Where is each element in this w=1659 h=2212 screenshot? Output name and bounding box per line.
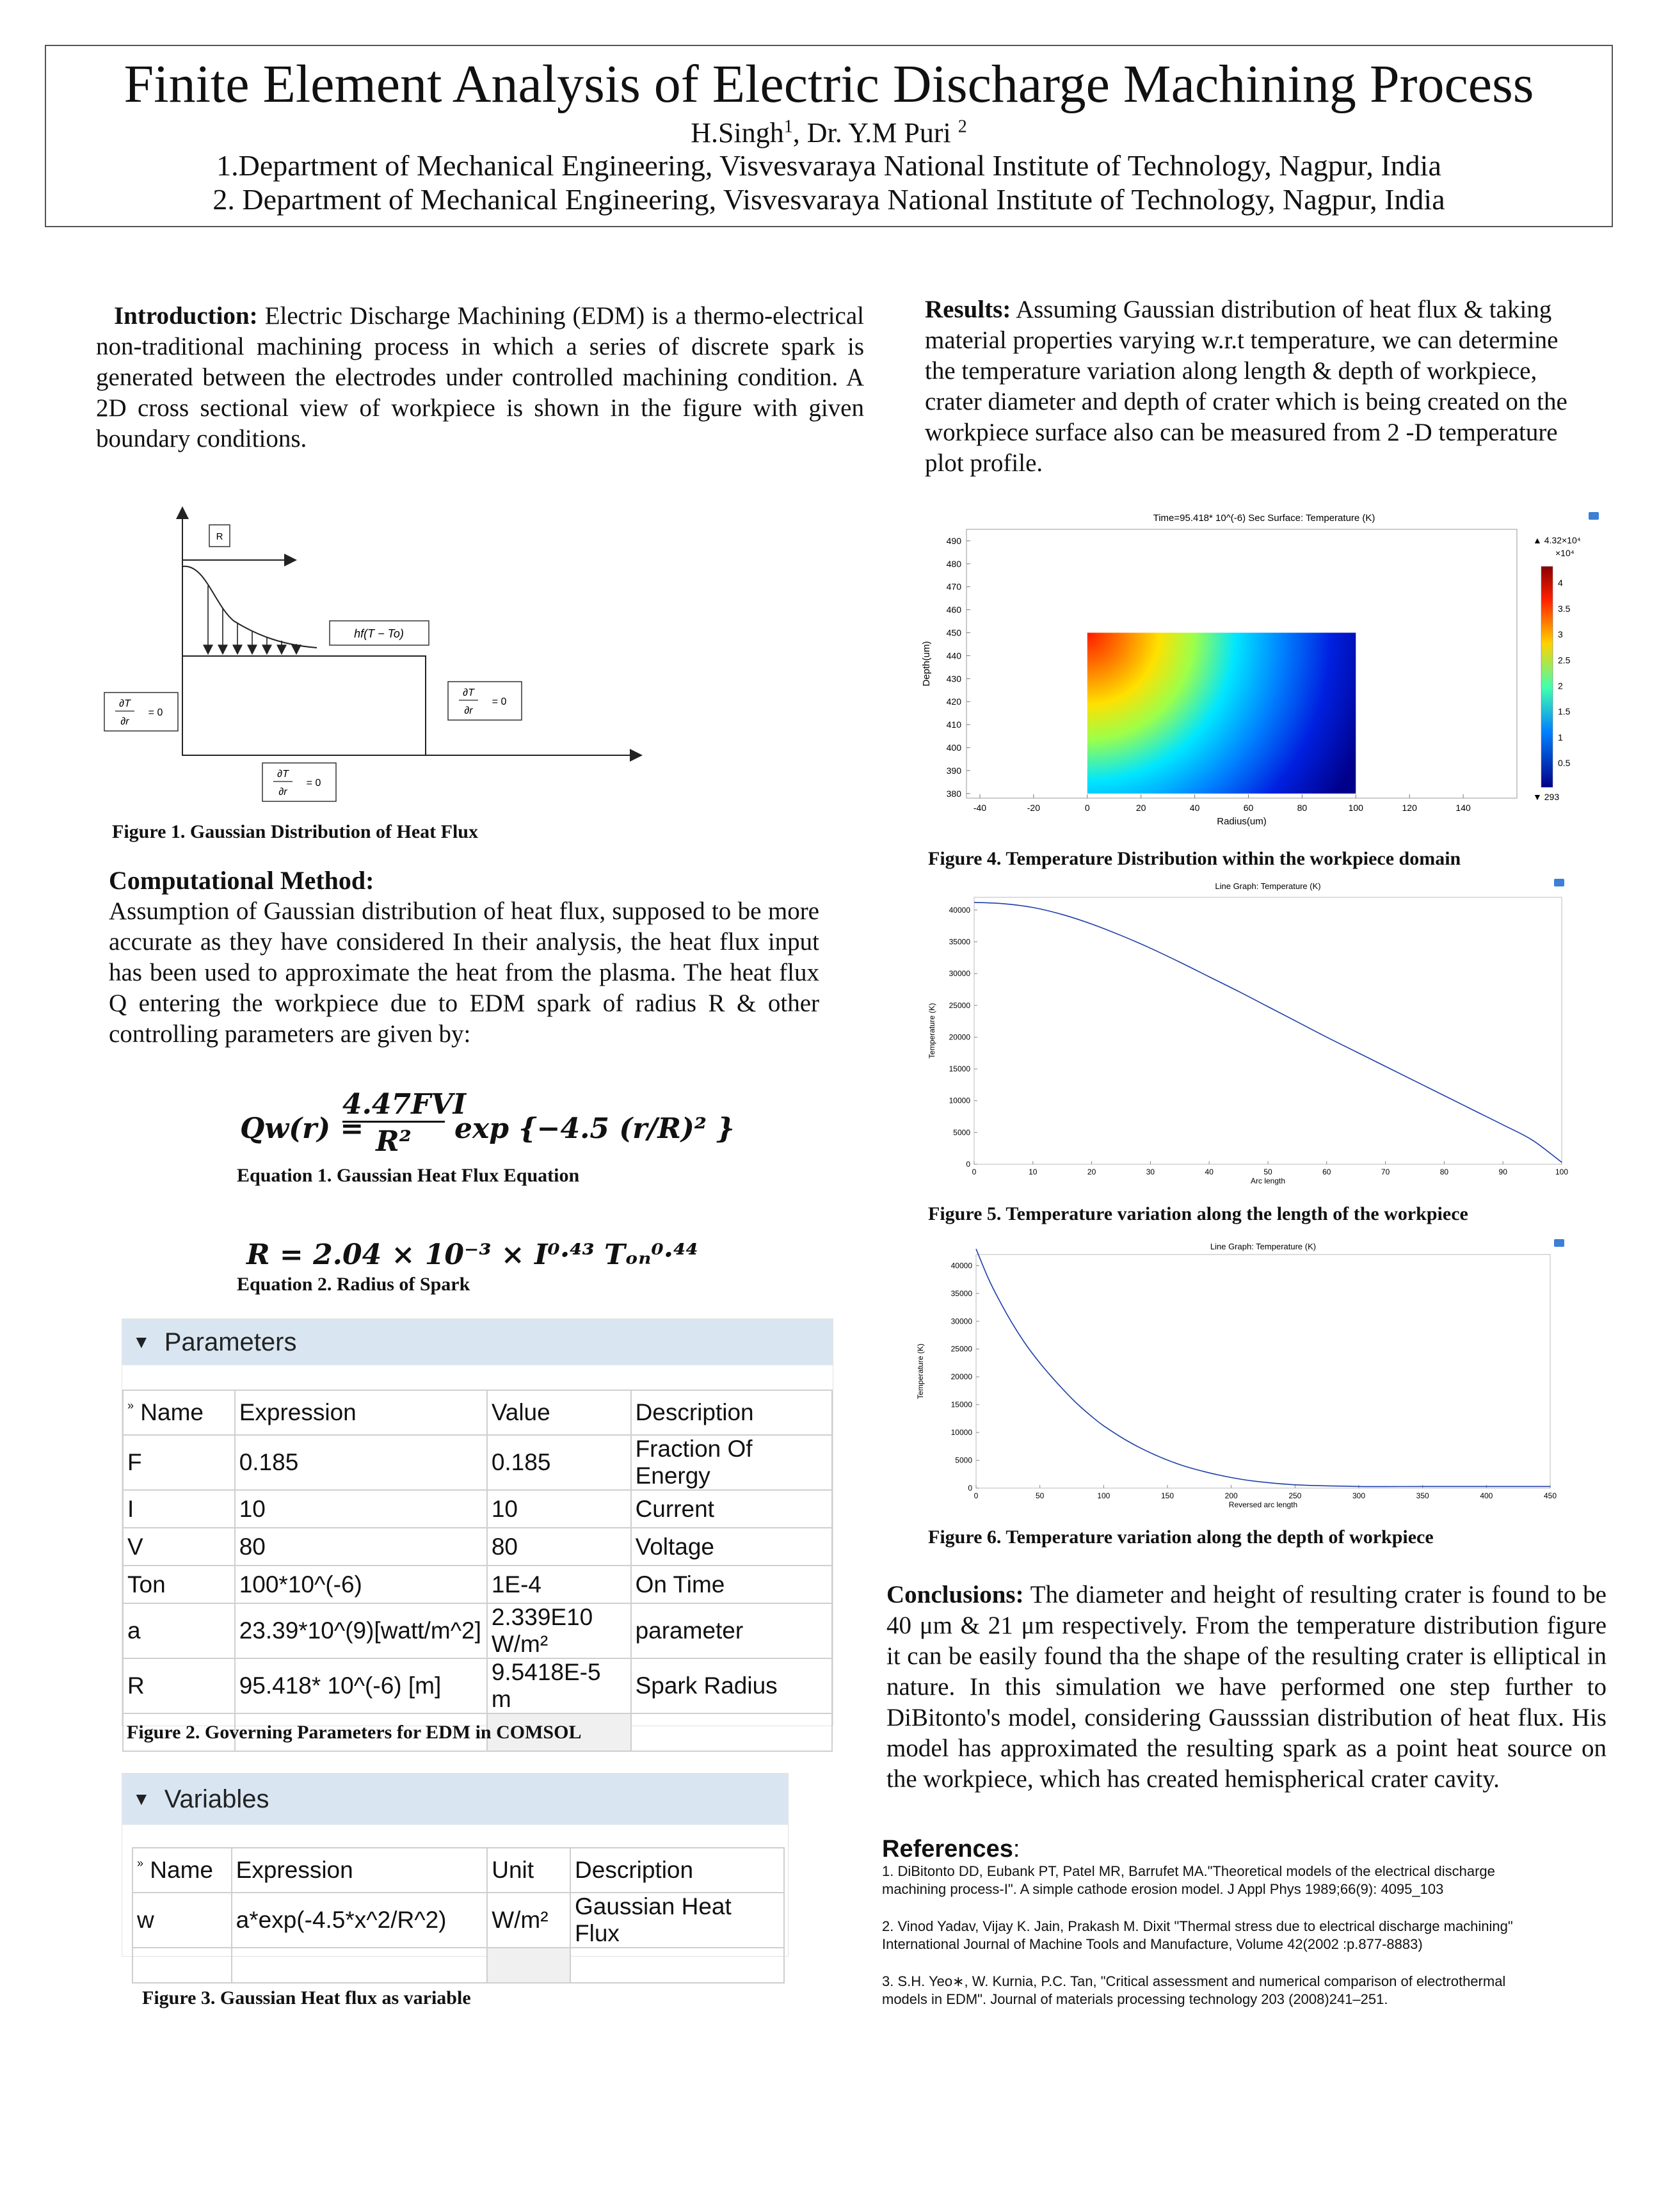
cell: Voltage: [631, 1528, 832, 1566]
cell: R: [123, 1658, 235, 1713]
equation-1: [240, 1088, 735, 1158]
x-tick-label: 50: [1035, 1491, 1045, 1500]
col-header[interactable]: Expression: [235, 1390, 487, 1435]
y-tick-label: 35000: [950, 1288, 972, 1298]
affiliation-1: 1.Department of Mechanical Engineering, Visvesvaraya National Institute of Technology, Nagpur, India: [216, 149, 1441, 182]
figure-6-line-chart: [909, 1235, 1568, 1520]
y-axis-label: Depth(um): [921, 641, 932, 687]
x-tick-label: 450: [1543, 1491, 1557, 1500]
x-tick-label: 300: [1352, 1491, 1366, 1500]
col-header[interactable]: Unit: [487, 1848, 570, 1893]
collapse-icon[interactable]: ▼: [132, 1789, 150, 1809]
table-row[interactable]: [123, 1435, 832, 1490]
collapse-icon[interactable]: ▼: [132, 1332, 150, 1352]
variables-header[interactable]: [122, 1774, 788, 1825]
x-tick-label: 0: [1084, 803, 1090, 813]
x-tick-label: 30: [1146, 1167, 1155, 1176]
y-tick-label: 430: [946, 673, 961, 684]
y-tick-label: 15000: [950, 1400, 972, 1409]
y-axis-label: Temperature (K): [927, 1003, 936, 1059]
cell: Gaussian Heat Flux: [570, 1893, 784, 1948]
export-icon[interactable]: [1589, 512, 1599, 520]
y-tick-label: 25000: [949, 1000, 970, 1010]
x-tick-label: 100: [1097, 1491, 1110, 1500]
x-tick-label: 20: [1135, 803, 1146, 813]
x-tick-label: -40: [973, 803, 987, 813]
cell: 100*10^(-6): [235, 1566, 487, 1603]
y-tick-label: 410: [946, 719, 961, 730]
col-header[interactable]: Value: [487, 1390, 631, 1435]
y-tick-label: 40000: [949, 905, 970, 915]
authors: [46, 116, 1612, 149]
col-header[interactable]: » Name: [132, 1848, 232, 1893]
cell: 9.5418E-5 m: [487, 1658, 631, 1713]
equation-2-caption: Equation 2. Radius of Spark: [237, 1274, 470, 1295]
y-tick-label: 10000: [950, 1428, 972, 1438]
x-tick-label: 140: [1455, 803, 1471, 813]
x-tick-label: 70: [1381, 1167, 1390, 1176]
author-1: H.Singh: [691, 117, 784, 148]
y-tick-label: 0: [968, 1484, 972, 1493]
x-tick-label: 80: [1297, 803, 1308, 813]
reference-3: 3. S.H. Yeo∗, W. Kurnia, P.C. Tan, "Critical assessment and numerical comparison of electrothermal models in EDM". Journal of materials processing technology 203 (2008)241–251.: [882, 1973, 1506, 2007]
y-tick-label: 20000: [950, 1372, 972, 1382]
figure-5-caption: Figure 5. Temperature variation along the length of the workpiece: [928, 1203, 1468, 1224]
cell: Fraction Of Energy: [631, 1435, 832, 1490]
colorbar-tick-label: 0.5: [1558, 758, 1571, 769]
table-row-empty[interactable]: [132, 1948, 784, 1983]
cell: 80: [235, 1528, 487, 1566]
colorbar-max: ▲ 4.32×10⁴: [1533, 535, 1581, 545]
x-tick-label: 350: [1416, 1491, 1429, 1500]
figure-5-line-chart: [922, 875, 1568, 1195]
variables-header-row: [132, 1848, 784, 1893]
figure-1-diagram: [99, 499, 656, 819]
method-text: Assumption of Gaussian distribution of heat flux, supposed to be more accurate as they have considered In their analysis, the heat flux input has been used to approximate the heat from the plasma. The heat flux Q entering the workpiece due to EDM spark of radius R & other controlling parameters are given by:: [109, 897, 819, 1048]
figure-2-caption: Figure 2. Governing Parameters for EDM in COMSOL: [127, 1722, 582, 1743]
colorbar-mult: ×10⁴: [1555, 548, 1575, 558]
cell: On Time: [631, 1566, 832, 1603]
conclusions-text: The diameter and height of resulting crater is found to be 40 μm & 21 μm respectively. From the temperature distribution figure it can be easily found tha the shape of the resulting crater is elliptical in nature. In this simulation we have performed one step further to DiBitonto's model, considering Gausssian distribution of heat flux. His model has approximated the resulting spark as a point heat source on the workpiece, which has created hemispherical crater cavity.: [886, 1581, 1607, 1793]
equation-1-caption: Equation 1. Gaussian Heat Flux Equation: [237, 1165, 580, 1186]
x-tick-label: 150: [1160, 1491, 1174, 1500]
y-tick-label: 20000: [949, 1032, 970, 1042]
x-tick-label: 400: [1480, 1491, 1493, 1500]
col-header[interactable]: Description: [631, 1390, 832, 1435]
introduction: [96, 301, 864, 454]
colorbar-tick-label: 3.5: [1558, 603, 1571, 614]
x-axis-label: Radius(um): [1217, 816, 1267, 827]
cell: a*exp(-4.5*x^2/R^2): [232, 1893, 488, 1948]
reference-1: 1. DiBitonto DD, Eubank PT, Patel MR, Barrufet MA."Theoretical models of the electrical discharge machining process-I". A simple cathode erosion model. J Appl Phys 1989;66(9): 4095_103: [882, 1863, 1495, 1897]
cell: F: [123, 1435, 235, 1490]
table-row[interactable]: [123, 1603, 832, 1658]
cell: Current: [631, 1490, 832, 1528]
author-2-sup: 2: [958, 116, 967, 137]
affiliation-2: 2. Department of Mechanical Engineering, Visvesvaraya National Institute of Technology, Nagpur, India: [212, 182, 1445, 216]
y-tick-label: 30000: [950, 1317, 972, 1326]
chart-bg: [909, 1235, 1568, 1520]
x-tick-label: 0: [974, 1491, 979, 1500]
export-icon[interactable]: [1554, 1239, 1564, 1247]
bc-left-bot: ∂r: [120, 716, 129, 727]
y-tick-label: 15000: [949, 1064, 970, 1074]
references-list: [882, 1863, 1618, 2008]
chart-title: Line Graph: Temperature (K): [1215, 881, 1321, 891]
intro-text: Electric Discharge Machining (EDM) is a thermo-electrical non-traditional machining process in which a series of discrete spark is generated between the electrodes under controlled machining condition. A 2D cross sectional view of workpiece is shown in the figure with given boundary conditions.: [96, 302, 864, 453]
colorbar-tick-label: 2.5: [1558, 655, 1571, 666]
y-tick-label: 460: [946, 604, 961, 615]
figure-3-caption: Figure 3. Gaussian Heat flux as variable: [142, 1987, 471, 2008]
table-row[interactable]: [132, 1893, 784, 1948]
eq1-rhs: exp {−4.5 (r/R)² }: [454, 1112, 735, 1145]
x-tick-label: 100: [1348, 803, 1363, 813]
bc-bottom-top: ∂T: [277, 769, 289, 780]
bc-bottom-eq: = 0: [306, 778, 321, 789]
table-row[interactable]: [123, 1566, 832, 1603]
y-tick-label: 0: [966, 1160, 970, 1169]
x-tick-label: 0: [972, 1167, 977, 1176]
cell: Ton: [123, 1566, 235, 1603]
poster-title: Finite Element Analysis of Electric Discharge Machining Process: [124, 54, 1534, 114]
cell: I: [123, 1490, 235, 1528]
bc-bottom-box: [262, 763, 336, 801]
colorbar-tick-label: 1: [1558, 732, 1563, 742]
bc-left-top: ∂T: [119, 698, 131, 709]
poster-header: [45, 45, 1613, 227]
cell: V: [123, 1528, 235, 1566]
y-tick-label: 5000: [953, 1128, 970, 1137]
results-heading: Results:: [925, 296, 1011, 323]
y-tick-label: 390: [946, 765, 961, 776]
bc-left-box: [104, 693, 178, 731]
cell: 10: [487, 1490, 631, 1528]
colorbar-tick-label: 3: [1558, 629, 1563, 640]
cell: 10: [235, 1490, 487, 1528]
y-tick-label: 10000: [949, 1096, 970, 1105]
equation-2: R = 2.04 × 10⁻³ × I⁰·⁴³ Tₒₙ⁰·⁴⁴: [246, 1238, 698, 1271]
cell: parameter: [631, 1603, 832, 1658]
convection-label: hf(T − To): [354, 627, 404, 640]
y-tick-label: 380: [946, 788, 961, 799]
bc-right-bot: ∂r: [464, 705, 473, 716]
x-tick-label: 60: [1243, 803, 1254, 813]
colorbar-tick-label: 2: [1558, 680, 1563, 691]
parameters-header[interactable]: [122, 1319, 833, 1365]
table-row[interactable]: [123, 1528, 832, 1566]
y-tick-label: 400: [946, 742, 961, 753]
plot-area: [1087, 633, 1356, 794]
cell: w: [132, 1893, 232, 1948]
eq1-numerator: 4.47FVI: [342, 1088, 445, 1123]
y-tick-label: 450: [946, 627, 961, 638]
x-axis-label: Reversed arc length: [1228, 1500, 1298, 1509]
method-heading: Computational Method:: [109, 866, 374, 895]
reference-2: 2. Vinod Yadav, Vijay K. Jain, Prakash M. Dixit "Thermal stress due to electrical discharge machining" International Journal of Machine Tools and Manufacture, Volume 42(2002 :p.877-8883): [882, 1918, 1513, 1952]
bc-left-eq: = 0: [148, 707, 163, 718]
x-tick-label: 250: [1288, 1491, 1302, 1500]
heatmap-title: Time=95.418* 10^(-6) Sec Surface: Temperature (K): [1153, 513, 1375, 524]
x-tick-label: 40: [1205, 1167, 1214, 1176]
export-icon[interactable]: [1554, 879, 1564, 886]
r-label: R: [216, 531, 223, 542]
chart-bg: [922, 875, 1568, 1195]
parameters-panel: [122, 1318, 833, 1726]
x-tick-label: 50: [1263, 1167, 1272, 1176]
x-tick-label: 120: [1402, 803, 1417, 813]
y-axis-label: Temperature (K): [916, 1343, 925, 1399]
colorbar-tick-label: 4: [1558, 577, 1563, 588]
figure-1-caption: Figure 1. Gaussian Distribution of Heat Flux: [112, 821, 478, 842]
parameters-table: [122, 1390, 833, 1752]
cell: Spark Radius: [631, 1658, 832, 1713]
cell: 0.185: [487, 1435, 631, 1490]
col-header[interactable]: Expression: [232, 1848, 488, 1893]
cell: 0.185: [235, 1435, 487, 1490]
bc-right-box: [448, 682, 522, 720]
y-tick-label: 30000: [949, 969, 970, 979]
bc-bottom-bot: ∂r: [278, 787, 287, 797]
eq1-denominator: R²: [376, 1125, 412, 1158]
results: [925, 294, 1571, 479]
figure-4-caption: Figure 4. Temperature Distribution within the workpiece domain: [928, 848, 1461, 869]
cell: a: [123, 1603, 235, 1658]
x-tick-label: 80: [1439, 1167, 1449, 1176]
chart-title: Line Graph: Temperature (K): [1210, 1242, 1317, 1251]
cell: 2.339E10 W/m²: [487, 1603, 631, 1658]
bc-right-eq: = 0: [492, 696, 507, 707]
variables-panel: [122, 1773, 789, 1957]
x-tick-label: -20: [1027, 803, 1040, 813]
parameters-title: Parameters: [164, 1327, 297, 1356]
bc-right-top: ∂T: [463, 687, 474, 698]
conclusions-heading: Conclusions:: [886, 1581, 1024, 1608]
results-text: Assuming Gaussian distribution of heat flux & taking material properties varying w.r.t temperature, we can determine the temperature variation along length & depth of workpiece, crater diameter and depth of crater which is being created on the workpiece surface also can be measured from 2 -D temperature plot profile.: [925, 296, 1567, 477]
cell: 80: [487, 1528, 631, 1566]
y-tick-label: 440: [946, 650, 961, 661]
y-tick-label: 40000: [950, 1261, 972, 1270]
cell: 23.39*10^(9)[watt/m^2]: [235, 1603, 487, 1658]
x-tick-label: 90: [1498, 1167, 1507, 1176]
workpiece-domain: [1087, 633, 1356, 794]
gaussian-curve: [182, 566, 317, 648]
colorbar-tick-label: 1.5: [1558, 706, 1571, 717]
references-heading: [882, 1836, 1020, 1863]
eq1-lhs: Qw(r) =: [240, 1112, 364, 1145]
author-1-sup: 1: [783, 116, 793, 137]
references-heading-colon: :: [1013, 1836, 1020, 1863]
y-tick-label: 420: [946, 696, 961, 707]
figure-4-heatmap: [915, 502, 1607, 835]
col-header[interactable]: Description: [570, 1848, 784, 1893]
x-tick-label: 40: [1189, 803, 1200, 813]
y-tick-label: 5000: [955, 1455, 972, 1465]
x-tick-label: 10: [1029, 1167, 1038, 1176]
workpiece: [182, 656, 426, 755]
y-tick-label: 490: [946, 535, 961, 546]
y-tick-label: 480: [946, 558, 961, 569]
colorbar-min: ▼ 293: [1533, 792, 1560, 802]
author-2: , Dr. Y.M Puri: [792, 117, 958, 148]
x-tick-label: 200: [1224, 1491, 1238, 1500]
colorbar: [1541, 566, 1553, 787]
references-heading-text: References: [882, 1836, 1013, 1863]
y-tick-label: 470: [946, 581, 961, 592]
variables-table: [132, 1847, 785, 1984]
col-header[interactable]: » Name: [123, 1390, 235, 1435]
x-tick-label: 20: [1087, 1167, 1096, 1176]
table-row[interactable]: [123, 1658, 832, 1713]
figure-6-caption: Figure 6. Temperature variation along the depth of workpiece: [928, 1527, 1434, 1548]
x-tick-label: 60: [1322, 1167, 1331, 1176]
table-row[interactable]: [123, 1490, 832, 1528]
intro-heading: Introduction:: [114, 302, 258, 330]
parameters-header-row: [123, 1390, 832, 1435]
conclusions: [886, 1580, 1607, 1795]
cell: 1E-4: [487, 1566, 631, 1603]
x-axis-label: Arc length: [1250, 1176, 1286, 1185]
y-tick-label: 25000: [950, 1344, 972, 1354]
y-tick-label: 35000: [949, 937, 970, 947]
x-tick-label: 100: [1555, 1167, 1568, 1176]
variables-title: Variables: [164, 1784, 269, 1813]
cell: 95.418* 10^(-6) [m]: [235, 1658, 487, 1713]
cell: W/m²: [487, 1893, 570, 1948]
